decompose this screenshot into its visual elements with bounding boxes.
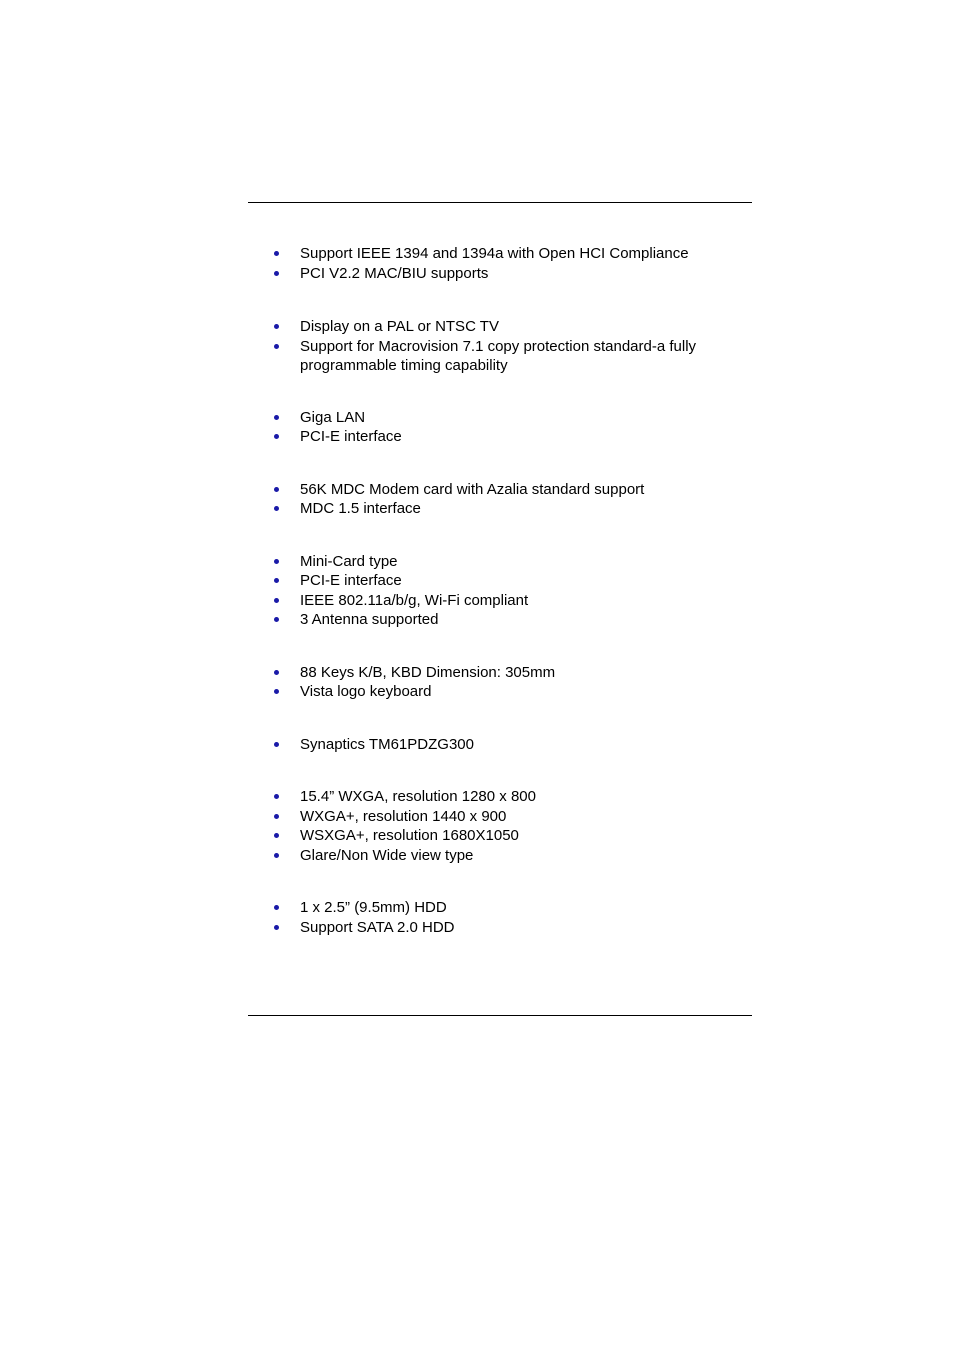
keyboard-group — [272, 663, 742, 702]
list-item — [272, 610, 742, 630]
hdd-group — [272, 898, 742, 937]
footer-rule — [248, 1015, 752, 1016]
bullet-icon — [274, 251, 279, 256]
bullet-icon — [274, 794, 279, 799]
bullet-icon — [274, 506, 279, 511]
item-text: Support SATA 2.0 HDD — [300, 918, 455, 936]
bullet-icon — [274, 689, 279, 694]
item-text: PCI-E interface — [300, 428, 402, 445]
bullet-icon — [274, 271, 279, 276]
spec-content — [272, 244, 742, 937]
list-item — [272, 244, 742, 264]
bullet-icon — [274, 559, 279, 564]
item-text: Support for Macrovision 7.1 copy protection standard-a fully programmable timing capability — [300, 337, 697, 374]
item-text: Vista logo keyboard — [300, 683, 432, 700]
item-text: MDC 1.5 interface — [300, 500, 421, 517]
item-text: Synaptics TM61PDZG300 — [300, 735, 474, 753]
bullet-icon — [274, 742, 279, 747]
bullet-icon — [274, 324, 279, 329]
item-text: Giga LAN — [300, 408, 366, 426]
item-text: WXGA+, resolution 1440 x 900 — [300, 807, 507, 825]
item-text: 15.4” WXGA, resolution 1280 x 800 — [300, 788, 536, 805]
list-item — [272, 408, 742, 428]
list-item — [272, 682, 742, 702]
list-item — [272, 480, 742, 500]
list-item — [272, 571, 742, 591]
list-item — [272, 735, 742, 755]
list-item — [272, 264, 742, 284]
bullet-icon — [274, 617, 279, 622]
list-item — [272, 846, 742, 866]
bullet-icon — [274, 487, 279, 492]
list-item — [272, 317, 742, 337]
item-text: 3 Antenna supported — [300, 611, 439, 628]
item-text: Support IEEE 1394 and 1394a with Open HCI Compliance — [300, 245, 689, 262]
item-text: WSXGA+, resolution 1680X1050 — [300, 827, 519, 844]
wireless-group — [272, 552, 742, 630]
tv-out-group — [272, 317, 742, 376]
bullet-icon — [274, 814, 279, 819]
list-item — [272, 337, 742, 376]
list-item — [272, 898, 742, 918]
item-text: 56K MDC Modem card with Azalia standard support — [300, 480, 645, 498]
list-item — [272, 591, 742, 611]
item-text: PCI V2.2 MAC/BIU supports — [300, 264, 489, 282]
list-item — [272, 552, 742, 572]
item-text: Glare/Non Wide view type — [300, 846, 474, 864]
item-text: PCI-E interface — [300, 572, 402, 589]
list-item — [272, 787, 742, 807]
list-item — [272, 826, 742, 846]
item-text: IEEE 802.11a/b/g, Wi-Fi compliant — [300, 591, 529, 609]
bullet-icon — [274, 598, 279, 603]
lan-group — [272, 408, 742, 447]
bullet-icon — [274, 434, 279, 439]
item-text: 1 x 2.5” (9.5mm) HDD — [300, 899, 447, 916]
item-text: 88 Keys K/B, KBD Dimension: 305mm — [300, 663, 556, 681]
item-text: Display on a PAL or NTSC TV — [300, 318, 499, 335]
item-text: Mini-Card type — [300, 552, 398, 570]
lcd-group — [272, 787, 742, 865]
bullet-icon — [274, 415, 279, 420]
list-item — [272, 427, 742, 447]
bullet-icon — [274, 833, 279, 838]
bullet-icon — [274, 925, 279, 930]
list-item — [272, 663, 742, 683]
header-rule — [248, 202, 752, 203]
modem-group — [272, 480, 742, 519]
bullet-icon — [274, 905, 279, 910]
bullet-icon — [274, 344, 279, 349]
list-item — [272, 807, 742, 827]
list-item — [272, 918, 742, 938]
touchpad-group — [272, 735, 742, 755]
bullet-icon — [274, 578, 279, 583]
ieee1394-group — [272, 244, 742, 283]
bullet-icon — [274, 670, 279, 675]
list-item — [272, 499, 742, 519]
bullet-icon — [274, 853, 279, 858]
